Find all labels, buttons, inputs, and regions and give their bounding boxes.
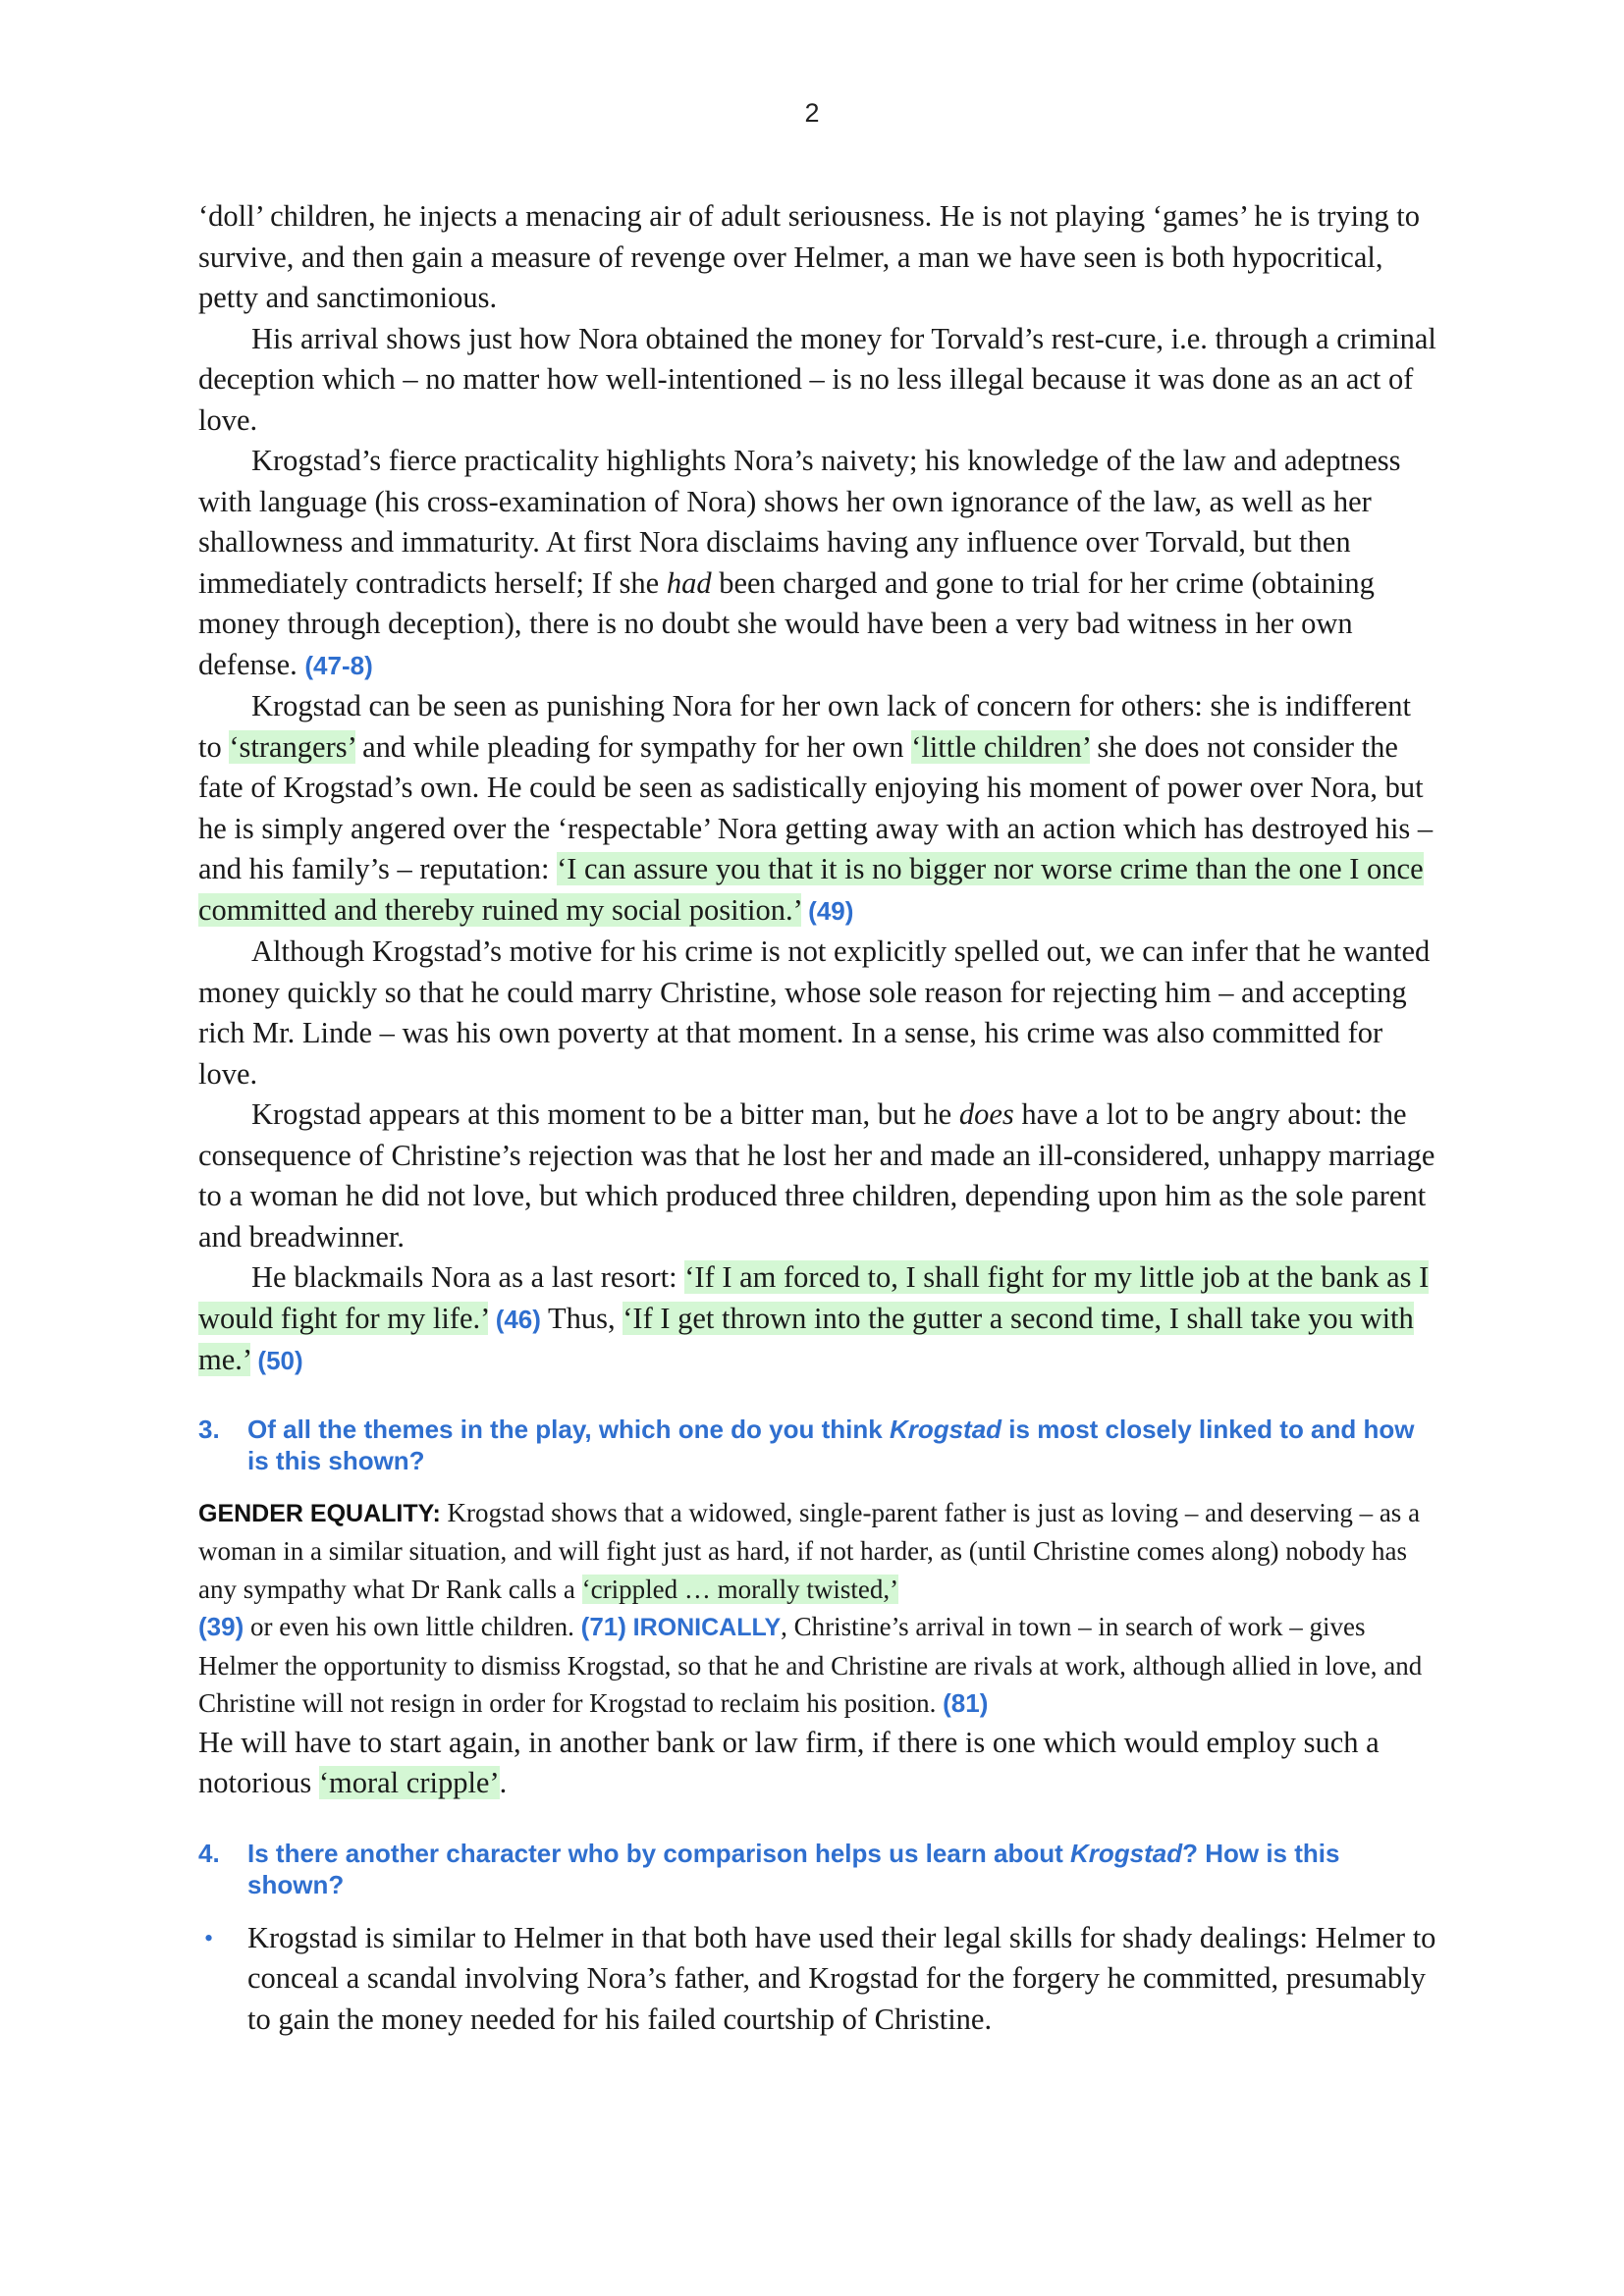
page-reference: (50): [257, 1346, 303, 1375]
question-text: Is there another character who by comparison helps us learn about: [247, 1838, 1070, 1868]
paragraph-text: and while pleading for sympathy for her own: [354, 729, 912, 764]
emphasis-text: does: [958, 1097, 1014, 1131]
highlighted-quote: ‘I can assure you that it is no bigger nor worse crime than the one I once committed and thereby ruined my social position.’: [198, 852, 1424, 927]
page-reference: (81): [943, 1688, 989, 1718]
paragraph-text: Although Krogstad’s motive for his crime is not explicitly spelled out, we can infer that he wanted money quickly so that he could marry Christine, whose sole reason for rejecting him – and accepting rich Mr. Linde – was his own poverty at that moment. In a sense, his crime was also committed for love.: [198, 934, 1431, 1091]
main-content: [198, 196, 1437, 2040]
question-number: 4.: [198, 1838, 220, 1868]
paragraph-text: Krogstad appears at this moment to be a bitter man, but he: [251, 1097, 959, 1131]
paragraph-text: have a lot to be angry about: the consequence of Christine’s rejection was that he lost her and made an ill-considered, unhappy marriage to a woman he did not love, but which produced three children, depending upon him as the sole parent and breadwinner.: [198, 1097, 1435, 1254]
paragraph-text: been charged and gone to trial for her crime (obtaining money through deception), there is no doubt she would have been a very bad witness in her own defense.: [198, 565, 1375, 681]
paragraph-text: He blackmails Nora as a last resort:: [251, 1260, 685, 1294]
question-text: Of all the themes in the play, which one do you think: [247, 1414, 890, 1444]
question-text: ? How is this shown?: [247, 1838, 1340, 1899]
answer-text: .: [499, 1766, 508, 1799]
page-reference: (71): [580, 1612, 626, 1641]
paragraph-4: [198, 686, 1437, 932]
paragraph-5: [198, 932, 1437, 1095]
paragraph-7: [198, 1257, 1437, 1382]
page-reference: (49): [808, 895, 854, 926]
paragraph-6: [198, 1095, 1437, 1257]
paragraph-text: His arrival shows just how Nora obtained the money for Torvald’s rest-cure, i.e. through a criminal deception which – no matter how well-intentioned – is no less illegal because it was done as an act of love.: [198, 321, 1436, 437]
answer-text: He will have to start again, in another bank or law firm, if there is one which would employ such a notorious: [198, 1725, 1380, 1799]
page-reference: (39): [198, 1612, 244, 1641]
paragraph-text: [488, 1302, 496, 1335]
emphasis-text: had: [666, 565, 712, 600]
paragraph-text: ‘doll’ children, he injects a menacing air of adult seriousness. He is not playing ‘games’ he is trying to survive, and then gain a measure of revenge over Helmer, a man we have seen is both hypocritical, petty and sanctimonious.: [198, 199, 1420, 314]
highlighted-quote: ‘If I am forced to, I shall fight for my little job at the bank as I would fight for my life.’: [198, 1260, 1430, 1335]
bullet-text: Krogstad is similar to Helmer in that both have used their legal skills for shady dealings: Helmer to conceal a scandal involving Nora’s father, and Krogstad for the forgery he committed, presumably to gain the money needed for his failed courtship of Christine.: [247, 1920, 1436, 2036]
page-reference: (47-8): [304, 650, 373, 680]
answer-text: , Christine’s arrival in town – in search of work – gives Helmer the opportunity to dismiss Krogstad, so that he and Christine are rivals at work, although allied in love, and Christine will not resign in order for Krogstad to reclaim his position.: [198, 1612, 1423, 1718]
page-number: 2: [804, 98, 820, 128]
bullet-item: [198, 1918, 1437, 2041]
bullet-icon: •: [204, 1923, 214, 1952]
page-reference: (46): [495, 1304, 541, 1334]
question-number: 3.: [198, 1414, 220, 1444]
paragraph-text: Krogstad’s fierce practicality highlights Nora’s naivety; his knowledge of the law and adeptness with language (his cross-examination of Nora) shows her own ignorance of the law, as well as her shallowness and immaturity. At first Nora disclaims having any influence over Torvald, but then immediately contradicts herself; If she: [198, 444, 1401, 600]
answer-text: [626, 1612, 633, 1641]
paragraph-2: [198, 319, 1437, 442]
emphasis-label: IRONICALLY: [632, 1614, 782, 1641]
highlighted-quote: ‘If I get thrown into the gutter a second time, I shall take you with me.’: [198, 1301, 1414, 1376]
paragraph-1: [198, 196, 1437, 319]
question-4-heading: [198, 1838, 1437, 1900]
question-3-heading: [198, 1414, 1437, 1476]
highlighted-quote: ‘crippled … morally twisted,’: [581, 1574, 899, 1604]
paragraph-3: [198, 441, 1437, 686]
paragraph-text: Thus,: [540, 1301, 623, 1335]
highlighted-quote: ‘moral cripple’: [318, 1766, 500, 1799]
paragraph-text: Krogstad can be seen as punishing Nora for her own lack of concern for others: she is indifferent to: [198, 689, 1411, 764]
highlighted-quote: ‘little children’: [911, 729, 1090, 764]
emphasis-text: Krogstad: [1070, 1838, 1183, 1868]
highlighted-quote: ‘strangers’: [229, 729, 355, 764]
answer-text: Krogstad shows that a widowed, single-parent father is just as loving – and deserving – as a woman in a similar situation, and will fight just as hard, if not harder, as (until Christine comes along) nobody has any sympathy what Dr Rank calls a: [198, 1497, 1421, 1604]
answer-text: or even his own little children.: [244, 1612, 581, 1641]
paragraph-text: [801, 893, 809, 927]
paragraph-text: she does not consider the fate of Krogstad’s own. He could be seen as sadistically enjoying his moment of power over Nora, but he is simply angered over the ‘respectable’ Nora getting away with an action which has destroyed his – and his family’s – reputation:: [198, 729, 1434, 885]
emphasis-text: Krogstad: [889, 1414, 1002, 1444]
theme-label: GENDER EQUALITY:: [198, 1499, 441, 1527]
question-text: is most closely linked to and how is this shown?: [247, 1414, 1415, 1475]
answer-3: [198, 1494, 1437, 1804]
